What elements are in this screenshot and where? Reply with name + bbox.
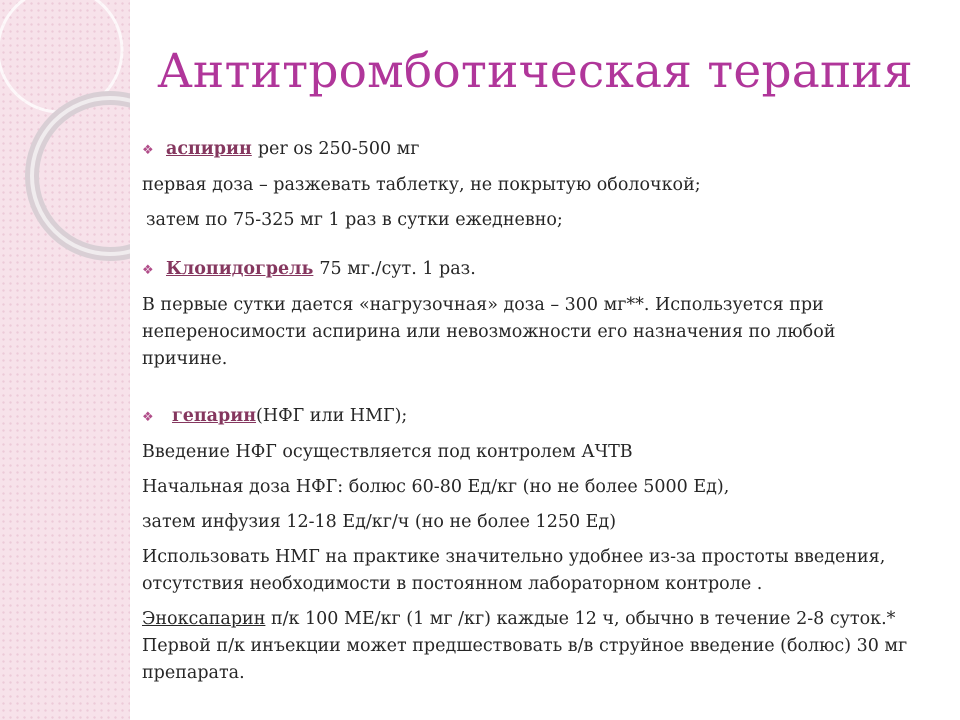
enoxaparin-paragraph: [142, 606, 922, 687]
heparin-header: [142, 403, 922, 431]
enoxaparin-text: п/к 100 МЕ/кг (1 мг /кг) каждые 12 ч, обычно в течение 2-8 суток.* Первой п/к инъекции может предшествовать в/в струйное введение (болюс) 30 мг препарата.: [142, 609, 908, 683]
aspirin-dose: per os 250-500 мг: [257, 139, 420, 159]
heparin-name: гепарин: [172, 406, 257, 426]
clopidogrel-heading: [166, 256, 476, 283]
aspirin-line-2: затем по 75-325 мг 1 раз в сутки ежедневно;: [146, 210, 563, 230]
clopidogrel-header: [142, 256, 922, 284]
aspirin-heading: [166, 136, 419, 163]
diamond-bullet-icon: ❖: [142, 263, 154, 278]
slide-content: [142, 136, 922, 695]
slide-title: Антитромботическая терапия: [157, 44, 913, 99]
clopidogrel-dose: 75 мг./сут. 1 раз.: [319, 259, 476, 279]
aspirin-name: аспирин: [166, 139, 252, 159]
diamond-bullet-icon: ❖: [142, 143, 154, 158]
heparin-suffix: (НФГ или НМГ);: [256, 406, 408, 426]
clopidogrel-line-1: В первые сутки дается «нагрузочная» доза – 300 мг**. Используется при непереносимости аспирина или невозможности его назначения по любой причине.: [142, 295, 836, 369]
heparin-line-3: затем инфузия 12-18 Ед/кг/ч (но не более 1250 Ед): [142, 512, 617, 532]
clopidogrel-name: Клопидогрель: [166, 259, 314, 279]
decorative-side-panel: [0, 0, 130, 720]
heparin-line-2: Начальная доза НФГ: болюс 60-80 Ед/кг (но не более 5000 Ед),: [142, 477, 730, 497]
ring-large: [32, 98, 130, 254]
enoxaparin-name: Эноксапарин: [142, 609, 266, 629]
heparin-line-1: Введение НФГ осуществляется под контролем АЧТВ: [142, 442, 633, 462]
heparin-heading: [172, 403, 407, 430]
aspirin-line-1: первая доза – разжевать таблетку, не покрытую оболочкой;: [142, 175, 701, 195]
aspirin-header: [142, 136, 922, 164]
diamond-bullet-icon: ❖: [142, 410, 154, 425]
decorative-rings: [0, 0, 130, 720]
heparin-line-4: Использовать НМГ на практике значительно удобнее из-за простоты введения, отсутствия необходимости в постоянном лабораторном контроле .: [142, 547, 886, 594]
